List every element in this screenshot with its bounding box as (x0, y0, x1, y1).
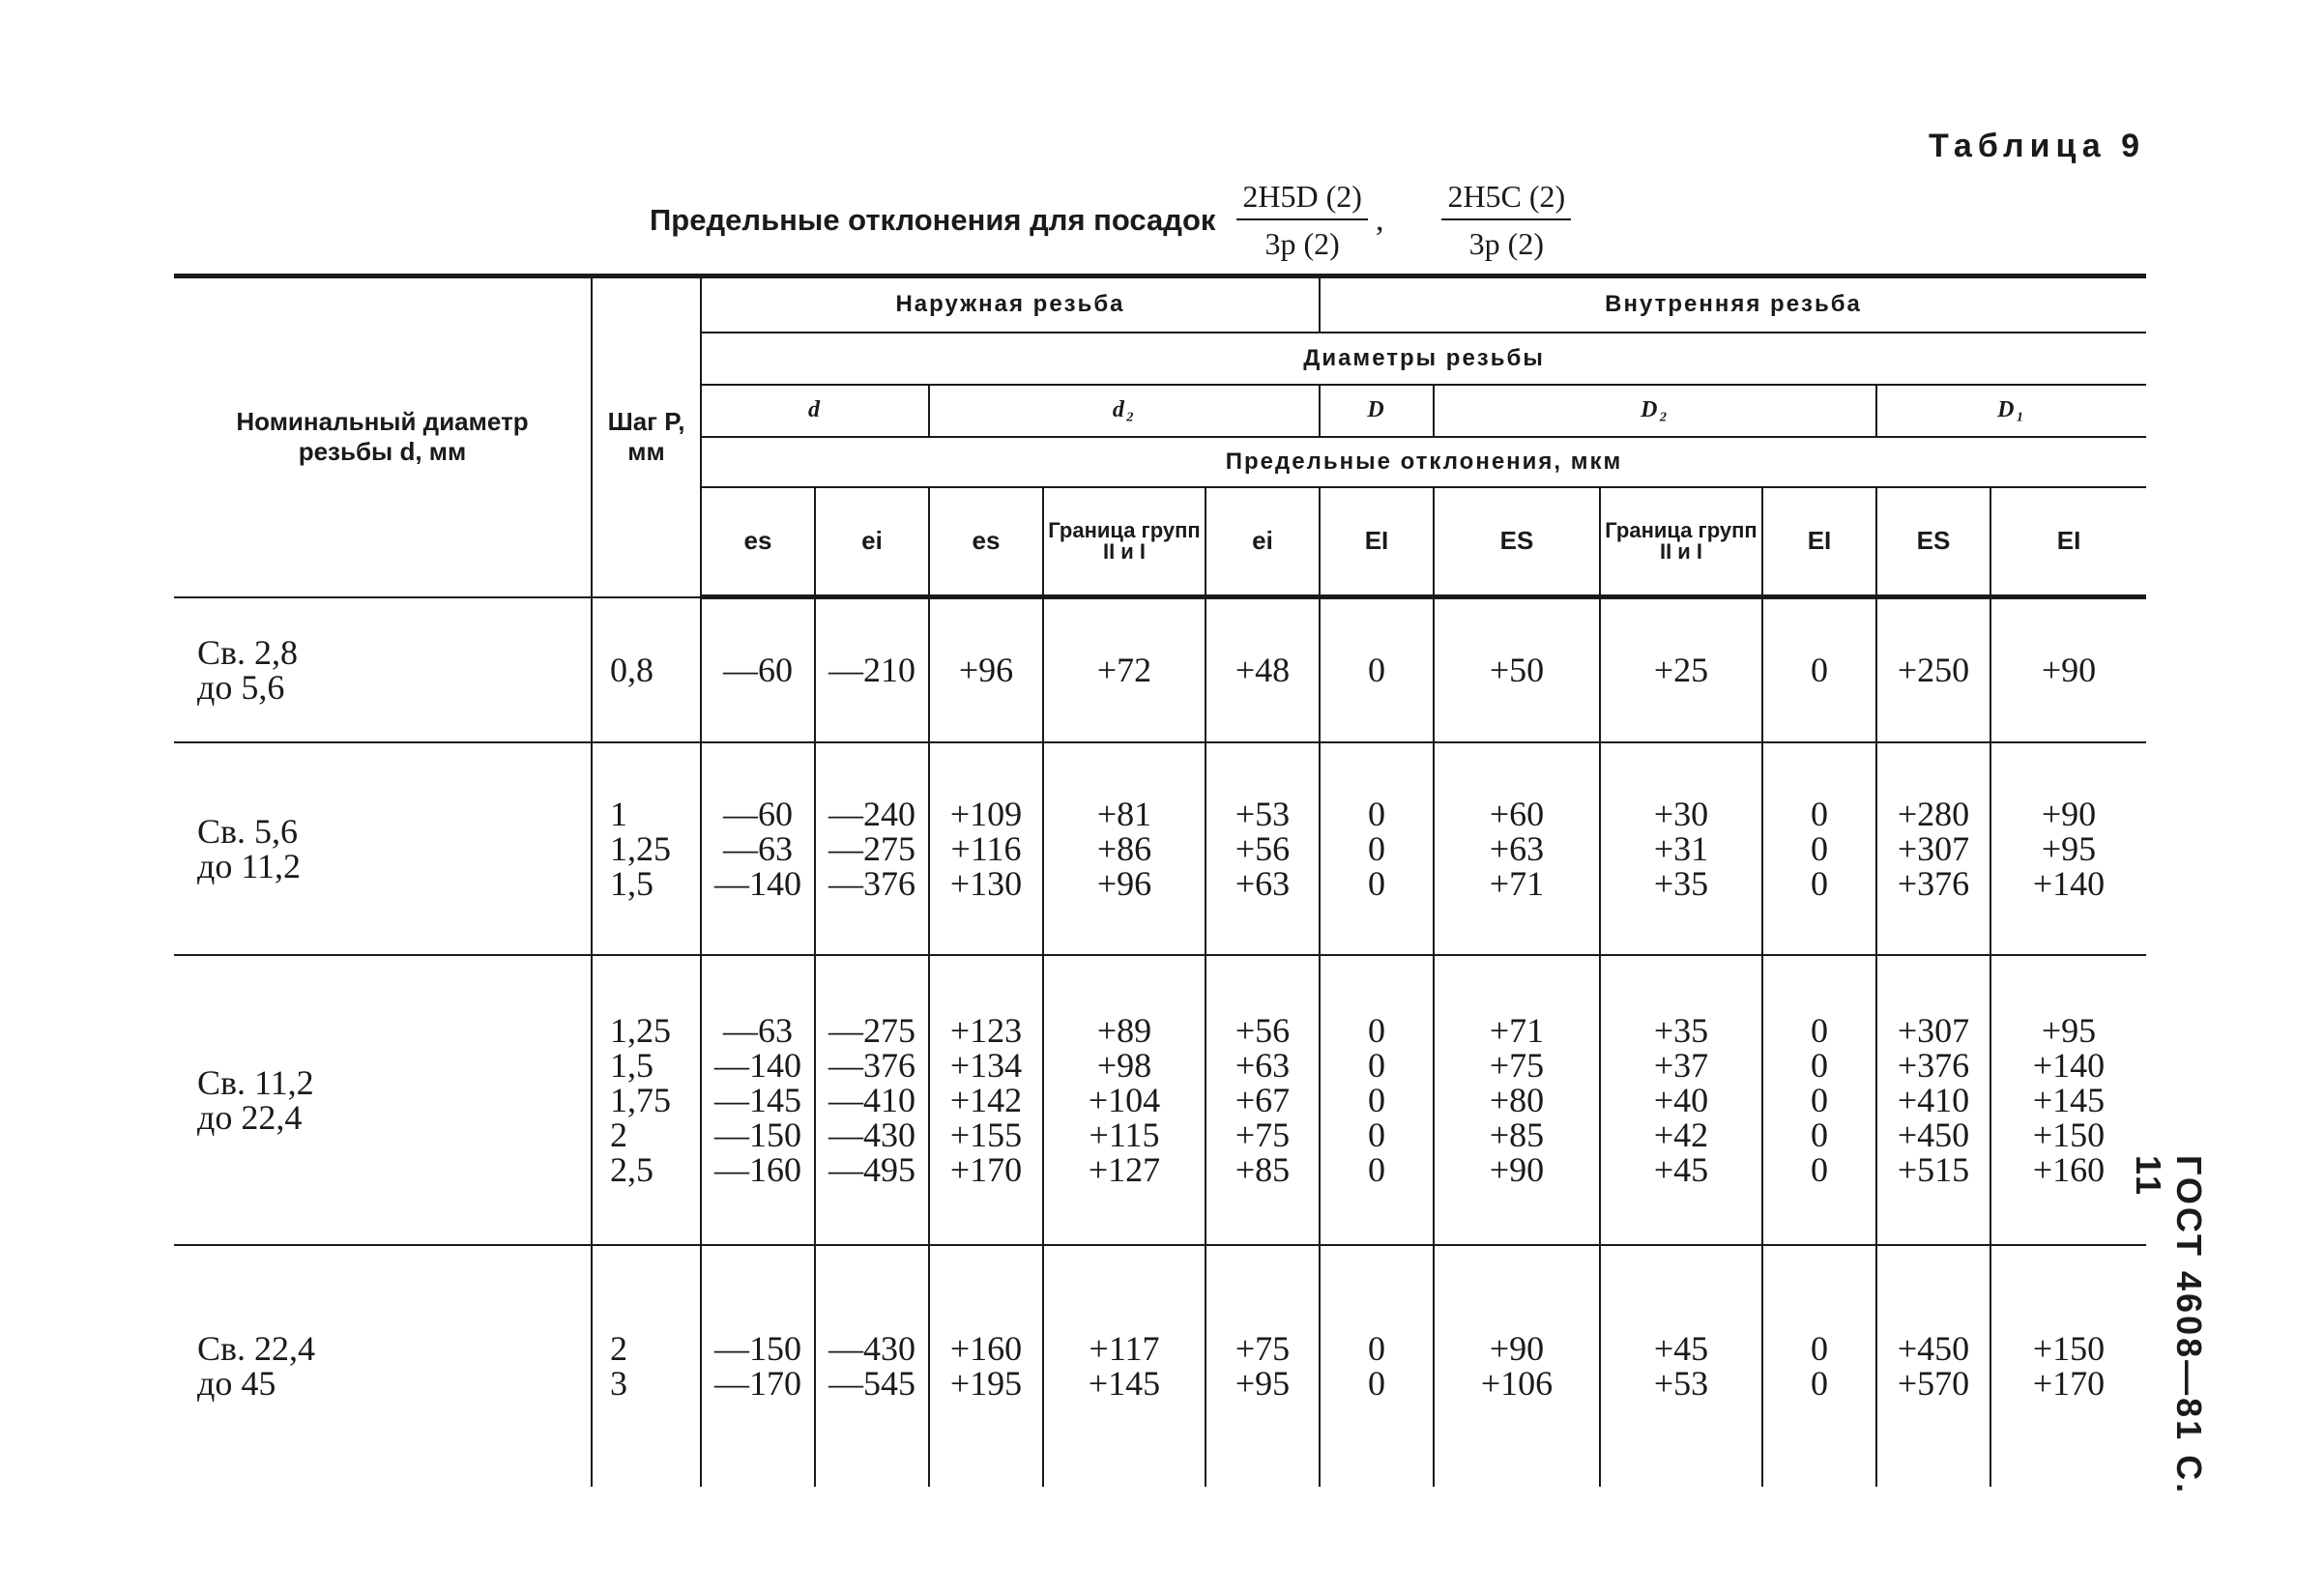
value-cell (1434, 742, 1600, 955)
value-cell (1876, 955, 1990, 1245)
header-thread-diameters: Диаметры резьбы (701, 333, 2146, 385)
col-header-EI: EI (1320, 487, 1434, 597)
value-cell (815, 742, 929, 955)
header-d: d (701, 385, 929, 437)
col-header-group-boundary: Граница групп II и I (1043, 487, 1206, 597)
value-text: +450 +570 (1897, 1329, 1970, 1403)
diameter-text: Св. 22,4 до 45 (197, 1329, 316, 1403)
value-cell (1762, 1245, 1876, 1487)
value-text: +90 +106 (1480, 1329, 1554, 1403)
value-text: +35 +37 +40 +42 +45 (1653, 1010, 1709, 1189)
value-cell (815, 955, 929, 1245)
value-cell (1876, 742, 1990, 955)
col-header-group-boundary: Граница групп II и I (1600, 487, 1762, 597)
value-text: —275 —376 —410 —430 —495 (828, 1010, 915, 1189)
value-text: +96 (958, 651, 1014, 690)
value-text: 0 (1368, 651, 1385, 690)
col-header-es: es (701, 487, 815, 597)
value-cell (1320, 1245, 1434, 1487)
fit-1-denominator: 3p (2) (1264, 226, 1340, 261)
value-cell (1320, 955, 1434, 1245)
value-text: +150 +170 (2032, 1329, 2106, 1403)
value-cell (1762, 742, 1876, 955)
pitch-cell (592, 597, 701, 742)
value-cell (929, 955, 1043, 1245)
value-text: +280 +307 +376 (1897, 794, 1970, 903)
value-text: +250 (1897, 651, 1970, 690)
header-D1: D₁ (1876, 385, 2146, 437)
title-text: Предельные отклонения для посадок (650, 203, 1216, 237)
value-text: +117 +145 (1088, 1329, 1161, 1403)
value-cell (815, 1245, 929, 1487)
header-internal-thread: Внутренняя резьба (1320, 276, 2146, 333)
value-text: —60 (723, 651, 793, 690)
side-caption: ГОСТ 4608—81 С. 11 (2129, 1155, 2209, 1496)
diameter-text: Св. 2,8 до 5,6 (197, 632, 299, 707)
value-text: +48 (1235, 651, 1291, 690)
header-limit-deviations: Предельные отклонения, мкм (701, 437, 2146, 487)
value-text: 0 0 (1811, 1329, 1828, 1403)
col-header-EI: EI (1990, 487, 2146, 597)
value-cell (1434, 955, 1600, 1245)
value-text: 0 (1811, 651, 1828, 690)
value-cell (1600, 955, 1762, 1245)
value-cell (701, 1245, 815, 1487)
value-text: +90 +95 +140 (2032, 794, 2106, 903)
value-text: +307 +376 +410 +450 +515 (1897, 1010, 1970, 1189)
header-pitch: Шаг P, мм (592, 276, 701, 597)
value-cell (1434, 1245, 1600, 1487)
value-text: 0 0 0 (1811, 794, 1828, 903)
value-cell (1600, 742, 1762, 955)
value-text: —60 —63 —140 (714, 794, 801, 903)
value-cell (1434, 597, 1600, 742)
diameter-cell (174, 742, 592, 955)
value-text: +160 +195 (949, 1329, 1023, 1403)
value-text: —240 —275 —376 (828, 794, 915, 903)
fit-fraction-2 (1441, 179, 1571, 262)
value-cell (701, 955, 815, 1245)
diameter-cell (174, 955, 592, 1245)
header-external-thread: Наружная резьба (701, 276, 1320, 333)
value-text: 0 0 (1368, 1329, 1385, 1403)
pitch-text: 0,8 (610, 650, 654, 689)
value-cell (1043, 742, 1206, 955)
value-text: +123 +134 +142 +155 +170 (949, 1010, 1023, 1189)
value-cell (1990, 742, 2146, 955)
value-text: +75 +95 (1235, 1329, 1291, 1403)
value-cell (1320, 742, 1434, 955)
title-separator: , (1375, 202, 1384, 238)
value-cell (1043, 1245, 1206, 1487)
col-header-ES: ES (1434, 487, 1600, 597)
value-cell (1876, 597, 1990, 742)
col-header-es: es (929, 487, 1043, 597)
value-cell (1043, 955, 1206, 1245)
value-text: +72 (1096, 651, 1152, 690)
header-nominal-diameter: Номинальный диаметр резьбы d, мм (174, 276, 592, 597)
value-cell (1762, 597, 1876, 742)
fit-fraction-1 (1236, 179, 1368, 262)
value-text: +71 +75 +80 +85 +90 (1489, 1010, 1545, 1189)
value-cell (1206, 742, 1320, 955)
header-D2: D₂ (1434, 385, 1876, 437)
value-text: +53 +56 +63 (1235, 794, 1291, 903)
pitch-text: 1 1,25 1,5 (610, 794, 671, 903)
value-cell (929, 1245, 1043, 1487)
value-text: 0 0 0 (1368, 794, 1385, 903)
header-D: D (1320, 385, 1434, 437)
value-cell (929, 597, 1043, 742)
pitch-text: 2 3 (610, 1329, 627, 1403)
pitch-cell (592, 742, 701, 955)
pitch-cell (592, 1245, 701, 1487)
table-title (650, 172, 1571, 269)
value-text: +90 (2041, 651, 2097, 690)
value-cell (1320, 597, 1434, 742)
table-row (174, 597, 2146, 742)
value-text: —430 —545 (828, 1329, 915, 1403)
value-text: +45 +53 (1653, 1329, 1709, 1403)
col-header-ES: ES (1876, 487, 1990, 597)
value-text: —210 (828, 651, 915, 690)
header-d2: d₂ (929, 385, 1320, 437)
table-row (174, 1245, 2146, 1487)
value-text: +81 +86 +96 (1096, 794, 1152, 903)
value-text: +95 +140 +145 +150 +160 (2032, 1010, 2106, 1189)
value-cell (1876, 1245, 1990, 1487)
value-cell (701, 597, 815, 742)
value-text: —63 —140 —145 —150 —160 (714, 1010, 801, 1189)
value-cell (1206, 955, 1320, 1245)
value-cell (1206, 597, 1320, 742)
deviation-table (174, 274, 2146, 1487)
value-cell (1600, 1245, 1762, 1487)
value-cell (1600, 597, 1762, 742)
value-cell (1990, 1245, 2146, 1487)
col-header-EI: EI (1762, 487, 1876, 597)
value-text: +25 (1653, 651, 1709, 690)
diameter-cell (174, 1245, 592, 1487)
value-cell (701, 742, 815, 955)
table-row (174, 742, 2146, 955)
value-cell (1206, 1245, 1320, 1487)
diameter-cell (174, 597, 592, 742)
value-text: +89 +98 +104 +115 +127 (1088, 1010, 1161, 1189)
diameter-text: Св. 11,2 до 22,4 (197, 1062, 314, 1137)
fit-1-numerator: 2H5D (2) (1236, 179, 1368, 220)
value-cell (1762, 955, 1876, 1245)
value-text: +109 +116 +130 (949, 794, 1023, 903)
value-text: 0 0 0 0 0 (1368, 1010, 1385, 1189)
value-cell (815, 597, 929, 742)
pitch-cell (592, 955, 701, 1245)
value-text: +50 (1489, 651, 1545, 690)
fit-2-denominator: 3p (2) (1468, 226, 1544, 261)
value-text: +56 +63 +67 +75 +85 (1235, 1010, 1291, 1189)
value-cell (1043, 597, 1206, 742)
table-label: Таблица 9 (1929, 128, 2146, 164)
value-cell (929, 742, 1043, 955)
pitch-text: 1,25 1,5 1,75 2 2,5 (610, 1010, 671, 1189)
value-text: 0 0 0 0 0 (1811, 1010, 1828, 1189)
col-header-ei: ei (815, 487, 929, 597)
col-header-ei: ei (1206, 487, 1320, 597)
value-cell (1990, 955, 2146, 1245)
diameter-text: Св. 5,6 до 11,2 (197, 811, 301, 885)
value-cell (1990, 597, 2146, 742)
fit-2-numerator: 2H5C (2) (1441, 179, 1571, 220)
table-row (174, 955, 2146, 1245)
value-text: +60 +63 +71 (1489, 794, 1545, 903)
value-text: +30 +31 +35 (1653, 794, 1709, 903)
value-text: —150 —170 (714, 1329, 801, 1403)
